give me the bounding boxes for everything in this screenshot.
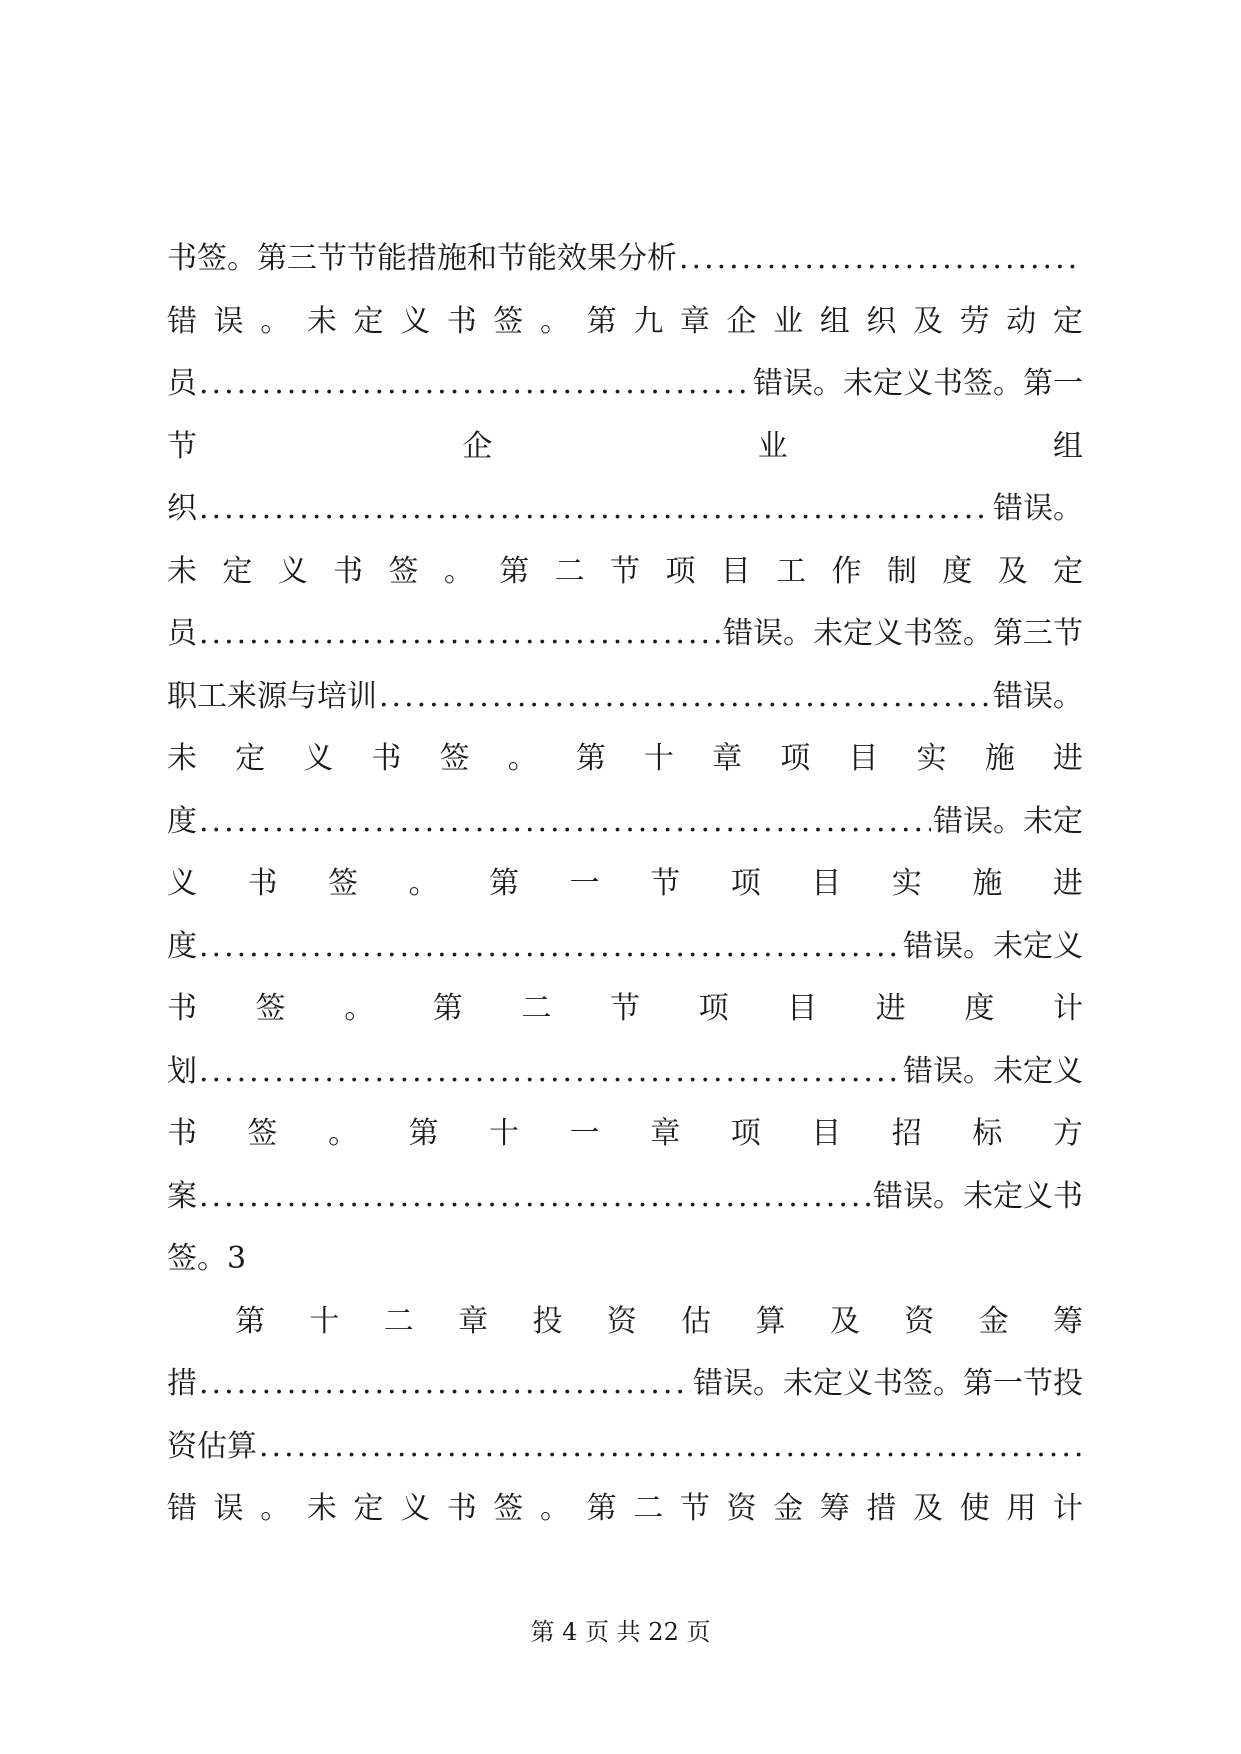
entry-text: 员 xyxy=(167,616,197,651)
dot-leader xyxy=(199,1353,691,1416)
justified-text: 第 十 二 章 投 资 估 算 及 资 金 筹 xyxy=(235,1303,1083,1339)
text-line xyxy=(167,353,1083,416)
text-line xyxy=(167,291,1083,354)
entry-reference: 错误。未定义 xyxy=(903,1053,1083,1089)
entry-text: 织 xyxy=(167,491,197,526)
entry-reference: 错误。未定义书签。第三节 xyxy=(723,616,1083,651)
text-line xyxy=(167,1353,1083,1416)
entry-text: 签。3 xyxy=(167,1241,247,1276)
entry-text: 案 xyxy=(167,1178,197,1214)
dot-leader xyxy=(199,791,931,854)
text-line xyxy=(167,666,1083,729)
text-line xyxy=(167,228,1083,291)
dot-leader xyxy=(199,1166,871,1229)
justified-text: 未 定 义 书 签 。 第 十 章 项 目 实 施 进 xyxy=(167,741,1083,776)
dot-leader xyxy=(379,666,991,729)
entry-text: 员 xyxy=(167,366,197,401)
justified-text: 错 误 。 未 定 义 书 签 。 第 二 节 资 金 筹 措 及 使 用 计 xyxy=(167,1491,1083,1526)
dot-leader xyxy=(199,603,721,666)
text-line xyxy=(167,978,1083,1041)
text-line xyxy=(167,916,1083,979)
entry-reference: 错误。未定义 xyxy=(903,928,1083,964)
dot-leader xyxy=(199,353,751,416)
text-line xyxy=(167,1041,1083,1104)
entry-text: 职工来源与培训 xyxy=(167,678,377,714)
entry-text: 度 xyxy=(167,928,197,964)
text-line xyxy=(167,1416,1083,1479)
entry-text: 资估算 xyxy=(167,1428,257,1464)
entry-reference: 错误。未定 xyxy=(933,803,1083,839)
dot-leader xyxy=(199,1041,901,1104)
entry-reference: 错误。未定义书签。第一 xyxy=(753,366,1083,401)
entry-reference: 错误。 xyxy=(993,491,1083,526)
entry-reference: 错误。未定义书 xyxy=(873,1178,1083,1214)
text-line xyxy=(167,603,1083,666)
text-line xyxy=(167,1228,1083,1291)
text-line xyxy=(167,1478,1083,1541)
text-line xyxy=(167,416,1083,479)
entry-reference: 错误。 xyxy=(993,678,1083,714)
text-line xyxy=(167,478,1083,541)
dot-leader xyxy=(259,1416,1081,1479)
text-line xyxy=(167,541,1083,604)
entry-text: 措 xyxy=(167,1366,197,1401)
entry-reference: 错误。未定义书签。第一节投 xyxy=(693,1366,1083,1401)
justified-text: 义 书 签 。 第 一 节 项 目 实 施 进 xyxy=(167,866,1083,901)
dot-leader xyxy=(199,478,991,541)
justified-text: 书 签 。 第 二 节 项 目 进 度 计 xyxy=(167,991,1083,1026)
dot-leader xyxy=(199,916,901,979)
text-line xyxy=(167,1166,1083,1229)
dot-leader xyxy=(679,228,1081,291)
document-body xyxy=(167,228,1083,1541)
entry-text: 划 xyxy=(167,1053,197,1089)
entry-text: 度 xyxy=(167,803,197,839)
justified-text: 未 定 义 书 签 。 第 二 节 项 目 工 作 制 度 及 定 xyxy=(167,553,1083,589)
text-line xyxy=(167,728,1083,791)
page-footer: 第 4 页 共 22 页 xyxy=(530,1618,711,1646)
justified-text: 错 误 。 未 定 义 书 签 。 第 九 章 企 业 组 织 及 劳 动 定 xyxy=(167,303,1083,339)
text-line xyxy=(167,853,1083,916)
text-line xyxy=(167,791,1083,854)
text-line xyxy=(167,1291,1083,1354)
justified-text: 节 企 业 组 xyxy=(167,428,1083,464)
entry-text: 书签。第三节节能措施和节能效果分析 xyxy=(167,241,677,276)
text-line xyxy=(167,1103,1083,1166)
justified-text: 书 签 。 第 十 一 章 项 目 招 标 方 xyxy=(167,1116,1083,1151)
